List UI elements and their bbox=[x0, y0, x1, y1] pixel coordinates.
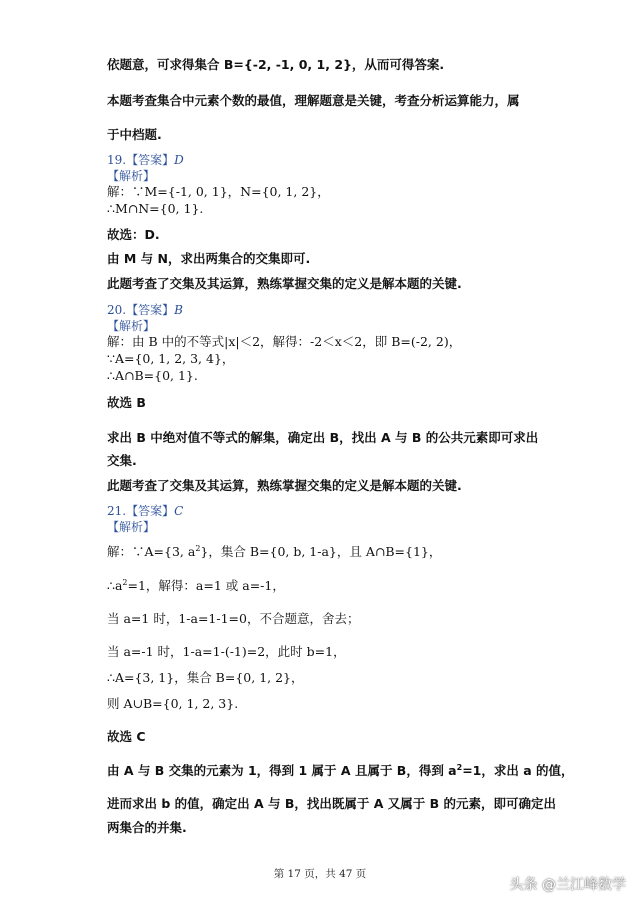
answer-value: B bbox=[174, 303, 183, 317]
text-line: 进而求出 b 的值，确定出 A 与 B，找出既属于 A 又属于 B 的元素，即可确定出 bbox=[107, 796, 557, 811]
text-segment: }，集合 B={0, b, 1-a}，且 A∩B={1}， bbox=[200, 544, 442, 559]
text-line: 此题考查了交集及其运算，熟练掌握交集的定义是解本题的关键. bbox=[107, 276, 462, 291]
analysis-label: 【解析】 bbox=[107, 319, 156, 333]
answer-value: C bbox=[174, 504, 184, 518]
answer-label: 21.【答案】 bbox=[107, 504, 175, 518]
answer-header-19 bbox=[107, 152, 184, 168]
solution-line: ∴A={3, 1}，集合 B={0, 1, 2}， bbox=[107, 670, 304, 685]
text-segment: 解：∵A={3, a bbox=[107, 544, 196, 559]
answer-header-20 bbox=[107, 302, 183, 318]
solution-line: ∵A={0, 1, 2, 3, 4}， bbox=[107, 351, 235, 366]
solution-line: 当 a=1 时，1-a=1-1=0，不合题意，舍去； bbox=[107, 611, 360, 626]
answer-label: 20.【答案】 bbox=[107, 303, 175, 317]
analysis-label: 【解析】 bbox=[107, 520, 156, 534]
text-line: 故选 C bbox=[107, 729, 146, 744]
answer-label: 19.【答案】 bbox=[107, 153, 175, 167]
text-line: 本题考查集合中元素个数的最值，理解题意是关键，考查分析运算能力，属 bbox=[107, 93, 520, 108]
text-line: 依题意，可求得集合 B={-2, -1, 0, 1, 2}，从而可得答案. bbox=[107, 57, 445, 72]
text-segment: =1，解得：a=1 或 a=-1， bbox=[127, 578, 285, 593]
text-segment: 由 A 与 B 交集的元素为 1，得到 1 属于 A 且属于 B，得到 a bbox=[107, 763, 457, 778]
solution-line: 当 a=-1 时，1-a=1-(-1)=2，此时 b=1， bbox=[107, 644, 346, 659]
text-line: 由 M 与 N，求出两集合的交集即可. bbox=[107, 251, 311, 266]
text-line: 此题考查了交集及其运算，熟练掌握交集的定义是解本题的关键. bbox=[107, 478, 462, 493]
text-line: 求出 B 中绝对值不等式的解集，确定出 B，找出 A 与 B 的公共元素即可求出 bbox=[107, 430, 539, 445]
text-line bbox=[107, 763, 574, 779]
watermark: 头条 @兰江峰数学 bbox=[509, 877, 626, 893]
superscript: 2 bbox=[122, 577, 128, 587]
solution-line: 解：∵M={-1, 0, 1}，N={0, 1, 2}， bbox=[107, 184, 330, 199]
solution-line: 解：由 B 中的不等式|x|＜2，解得：-2＜x＜2，即 B=(-2, 2)， bbox=[107, 334, 462, 349]
page-number: 第 17 页，共 47 页 bbox=[273, 868, 367, 880]
solution-line: ∴A∩B={0, 1}. bbox=[107, 368, 198, 383]
analysis-label: 【解析】 bbox=[107, 169, 156, 183]
text-line: 故选：D. bbox=[107, 227, 160, 242]
solution-line bbox=[107, 578, 285, 594]
text-line: 两集合的并集. bbox=[107, 820, 187, 835]
solution-line bbox=[107, 544, 441, 560]
text-segment: ∴a bbox=[107, 578, 123, 593]
text-segment: =1，求出 a 的值， bbox=[462, 763, 574, 778]
text-line: 于中档题. bbox=[107, 127, 162, 142]
superscript: 2 bbox=[456, 762, 463, 772]
superscript: 2 bbox=[195, 543, 201, 553]
solution-line: ∴M∩N={0, 1}. bbox=[107, 201, 204, 216]
text-line: 故选 B bbox=[107, 395, 146, 410]
solution-line: 则 A∪B={0, 1, 2, 3}. bbox=[107, 696, 239, 711]
answer-value: D bbox=[174, 153, 184, 167]
answer-header-21 bbox=[107, 503, 183, 519]
text-line: 交集. bbox=[107, 453, 137, 468]
